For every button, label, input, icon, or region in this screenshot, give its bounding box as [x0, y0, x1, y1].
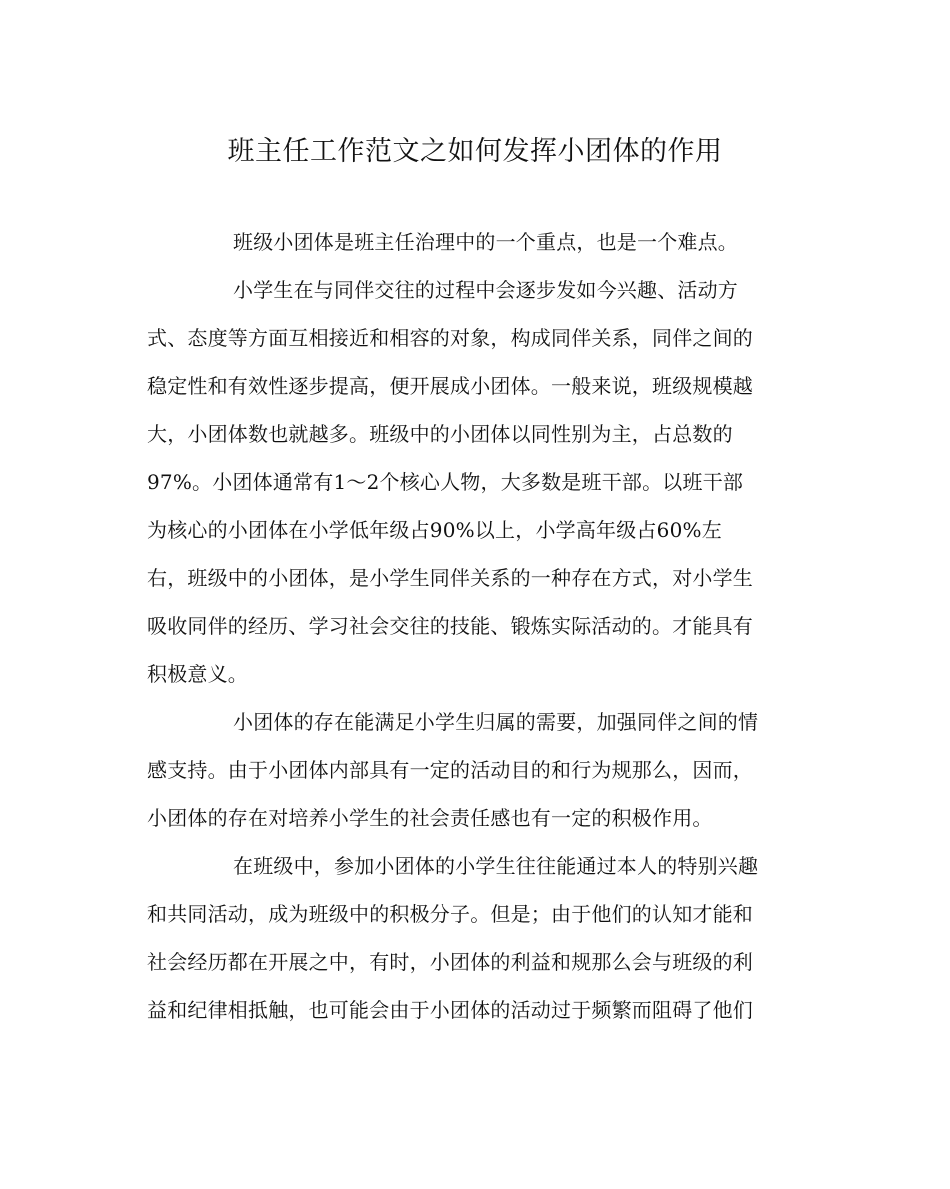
paragraph-line: 小团体的存在能满足小学生归属的需要，加强同伴之间的情 — [233, 710, 759, 734]
paragraph-line: 班级小团体是班主任治理中的一个重点，也是一个难点。 — [233, 230, 738, 254]
paragraph-line: 式、态度等方面互相接近和相容的对象，构成同伴关系，同伴之间的 — [147, 326, 753, 350]
paragraph-line: 和共同活动，成为班级中的积极分子。但是；由于他们的认知才能和 — [147, 902, 753, 926]
document-body — [147, 218, 807, 1034]
page-title: 班主任工作范文之如何发挥小团体的作用 — [227, 136, 723, 167]
paragraph-line: 积极意义。 — [147, 662, 248, 686]
paragraph-line: 97%。小团体通常有1～2个核心人物，大多数是班干部。以班干部 — [147, 470, 744, 494]
paragraph-line: 稳定性和有效性逐步提高，便开展成小团体。一般来说，班级规模越 — [147, 374, 753, 398]
paragraph-line: 小团体的存在对培养小学生的社会责任感也有一定的积极作用。 — [147, 806, 713, 830]
paragraph-line: 社会经历都在开展之中，有时，小团体的利益和规那么会与班级的利 — [147, 950, 753, 974]
paragraph-line: 益和纪律相抵触，也可能会由于小团体的活动过于频繁而阻碍了他们 — [147, 998, 753, 1022]
paragraph-line: 感支持。由于小团体内部具有一定的活动目的和行为规那么，因而， — [147, 758, 753, 782]
paragraph-line: 小学生在与同伴交往的过程中会逐步发如今兴趣、活动方 — [233, 278, 738, 302]
paragraph-line: 吸收同伴的经历、学习社会交往的技能、锻炼实际活动的。才能具有 — [147, 614, 753, 638]
paragraph-line: 大，小团体数也就越多。班级中的小团体以同性别为主，占总数的 — [147, 422, 733, 446]
paragraph-line: 在班级中，参加小团体的小学生往往能通过本人的特别兴趣 — [233, 854, 759, 878]
paragraph-line: 右，班级中的小团体，是小学生同伴关系的一种存在方式，对小学生 — [147, 566, 753, 590]
paragraph-line: 为核心的小团体在小学低年级占90%以上，小学高年级占60%左 — [147, 518, 722, 542]
